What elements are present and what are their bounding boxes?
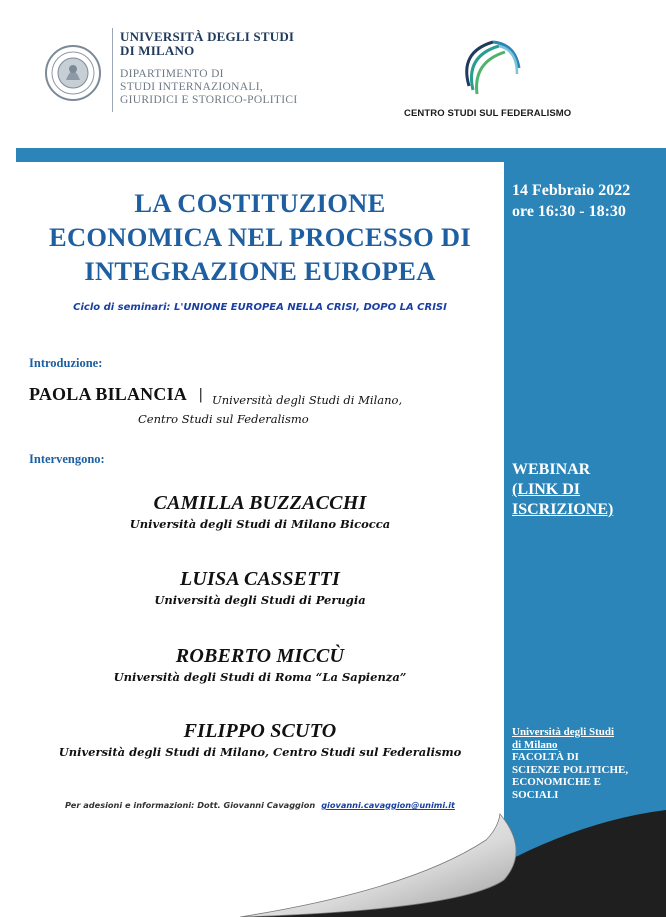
sidebar-panel — [504, 162, 666, 917]
speaker-name: LUISA CASSETTI — [179, 568, 341, 590]
speaker-name: FILIPPO SCUTO — [183, 720, 337, 742]
introduction-affiliation-line2: Centro Studi sul Federalismo — [138, 412, 309, 426]
faculty-block: Università degli Studi di Milano FACOLTÀ DI SCIENZE POLITICHE, ECONOMICHE E SOCIALI — [512, 726, 629, 801]
event-date: 14 Febbraio 2022 — [512, 182, 631, 199]
header-divider — [112, 28, 113, 112]
introduction-affiliation: Università degli Studi di Milano, — [212, 393, 403, 407]
university-seal-icon — [44, 44, 102, 102]
speaker-affiliation: Università degli Studi di Roma “La Sapienza” — [113, 670, 407, 684]
university-name: UNIVERSITÀ DEGLI STUDI DI MILANO — [120, 29, 295, 58]
webinar-block — [512, 460, 613, 520]
event-subtitle: Ciclo di seminari: L'UNIONE EUROPEA NELLA CRISI, DOPO LA CRISI — [73, 302, 447, 313]
header — [0, 0, 666, 148]
event-date-time — [512, 180, 630, 222]
speaker-affiliation: Università degli Studi di Milano, Centro Studi sul Federalismo — [58, 745, 462, 759]
registration-link[interactable]: (LINK DI ISCRIZIONE) — [512, 481, 614, 518]
introduction-label: Introduzione: — [29, 356, 103, 370]
page-curl-decoration — [200, 810, 666, 917]
event-time: ore 16:30 - 18:30 — [512, 203, 626, 220]
speaker-item — [16, 490, 504, 532]
centro-studi-logo-icon — [455, 34, 525, 104]
speaker-item — [16, 643, 504, 685]
speaker-item — [16, 566, 504, 608]
faculty-university: Università degli Studi di Milano — [512, 726, 615, 751]
department-name: DIPARTIMENTO DI STUDI INTERNAZIONALI, GIURIDICI E STORICO-POLITICI — [120, 68, 298, 106]
speaker-name: CAMILLA BUZZACCHI — [153, 492, 367, 514]
top-blue-band — [16, 148, 666, 162]
contact-text: Per adesioni e informazioni: Dott. Giovanni Cavaggion — [65, 800, 316, 810]
speaker-affiliation: Università degli Studi di Perugia — [154, 593, 366, 607]
introduction-separator: | — [199, 386, 203, 403]
webinar-label: WEBINAR — [512, 461, 591, 478]
introduction-speaker-name: PAOLA BILANCIA — [29, 384, 187, 404]
centro-studi-name: CENTRO STUDI SUL FEDERALISMO — [404, 108, 572, 119]
speaker-affiliation: Università degli Studi di Milano Bicocca — [129, 517, 391, 531]
contact-info — [16, 800, 504, 810]
speakers-label: Intervengono: — [29, 452, 105, 466]
contact-email-link[interactable]: giovanni.cavaggion@unimi.it — [321, 800, 455, 810]
speaker-item — [16, 718, 504, 760]
speaker-name: ROBERTO MICCÙ — [175, 645, 345, 667]
event-title: LA COSTITUZIONE ECONOMICA NEL PROCESSO DI INTEGRAZIONE EUROPEA — [48, 188, 471, 286]
